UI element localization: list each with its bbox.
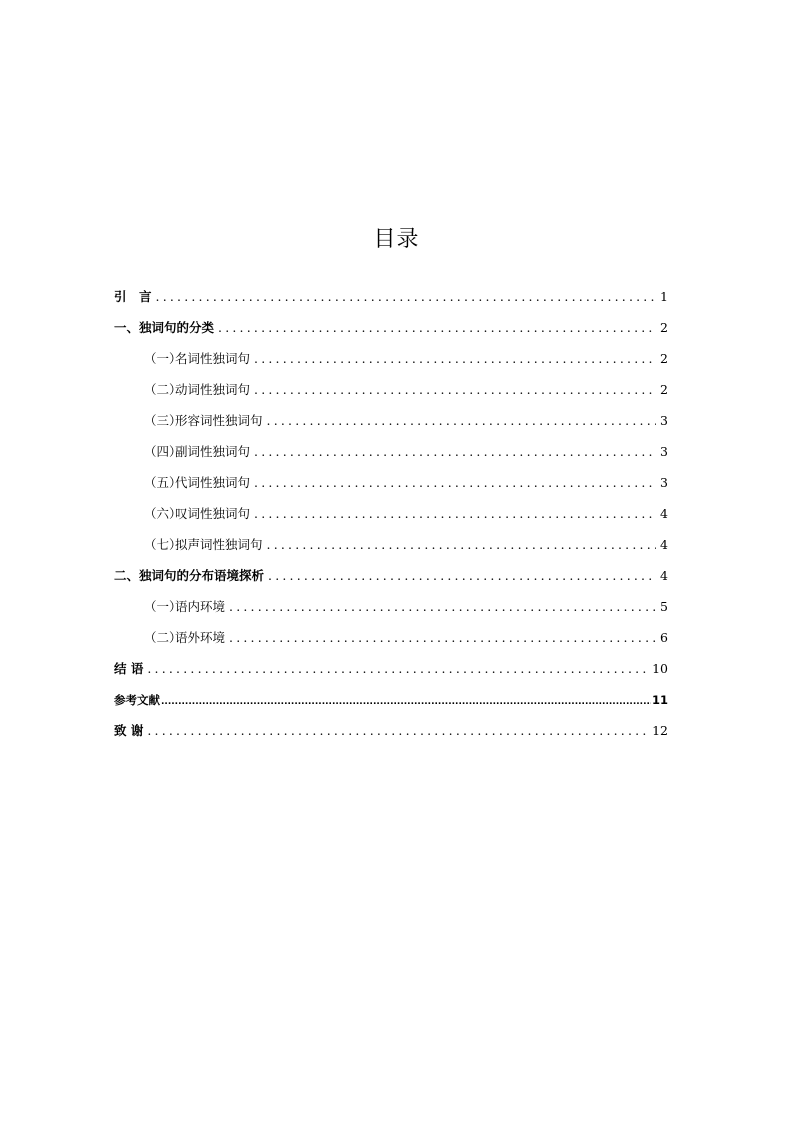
toc-entry-introduction[interactable] bbox=[114, 285, 668, 316]
toc-entry-page: 11 bbox=[651, 693, 668, 707]
toc-entry-number: （七） bbox=[144, 537, 182, 552]
toc-entry-label: 参考文献 bbox=[114, 693, 160, 707]
toc-title: 目录 bbox=[373, 227, 420, 252]
toc-entry-number: （二） bbox=[144, 630, 182, 645]
toc-leader-dots bbox=[254, 378, 656, 402]
toc-leader-dots bbox=[254, 502, 656, 526]
toc-entry-section-1-4[interactable] bbox=[114, 440, 668, 471]
toc-entry-label: 结 语 bbox=[114, 661, 144, 676]
toc-leader-dots bbox=[156, 285, 656, 309]
toc-entry-number: （一） bbox=[144, 351, 182, 366]
toc-entry-label: 独词句的分类 bbox=[139, 320, 215, 335]
toc-leader-dots bbox=[254, 347, 656, 371]
toc-entry-conclusion[interactable] bbox=[114, 657, 668, 688]
toc-entry-page: 5 bbox=[660, 599, 668, 614]
toc-entry-number: （四） bbox=[144, 444, 182, 459]
toc-entry-number: 二、 bbox=[114, 568, 140, 583]
toc-entry-label: 形容词性独词句 bbox=[175, 413, 263, 428]
toc-entry-number: （一） bbox=[144, 599, 182, 614]
table-of-contents bbox=[114, 285, 668, 750]
toc-entry-section-1-2[interactable] bbox=[114, 378, 668, 409]
toc-entry-page: 6 bbox=[660, 630, 668, 645]
toc-leader-dots bbox=[254, 471, 656, 495]
toc-entry-label: 叹词性独词句 bbox=[175, 506, 251, 521]
toc-entry-page: 12 bbox=[652, 723, 668, 738]
toc-leader-dots bbox=[147, 657, 650, 681]
toc-entry-label: 语内环境 bbox=[175, 599, 226, 614]
toc-entry-label: 动词性独词句 bbox=[175, 382, 251, 397]
toc-entry-label: 独词句的分布语境探析 bbox=[139, 568, 265, 583]
toc-entry-section-1-7[interactable] bbox=[114, 533, 668, 564]
toc-leader-dots bbox=[229, 626, 656, 650]
toc-entry-label: 致 谢 bbox=[114, 723, 144, 738]
toc-entry-section-1-1[interactable] bbox=[114, 347, 668, 378]
toc-entry-section-2-1[interactable] bbox=[114, 595, 668, 626]
toc-entry-label: 引 言 bbox=[114, 289, 152, 304]
toc-entry-section-1-3[interactable] bbox=[114, 409, 668, 440]
toc-entry-page: 3 bbox=[660, 475, 668, 490]
toc-entry-label: 代词性独词句 bbox=[175, 475, 251, 490]
toc-entry-page: 4 bbox=[660, 537, 668, 552]
toc-entry-acknowledgements[interactable] bbox=[114, 719, 668, 750]
toc-entry-page: 2 bbox=[660, 320, 668, 335]
toc-entry-page: 3 bbox=[660, 444, 668, 459]
toc-entry-number: 一、 bbox=[114, 320, 140, 335]
toc-entry-chapter-2[interactable] bbox=[114, 564, 668, 595]
toc-entry-page: 2 bbox=[660, 351, 668, 366]
toc-entry-label: 名词性独词句 bbox=[175, 351, 251, 366]
toc-entry-chapter-1[interactable] bbox=[114, 316, 668, 347]
toc-entry-page: 2 bbox=[660, 382, 668, 397]
toc-entry-label: 拟声词性独词句 bbox=[175, 537, 263, 552]
toc-entry-number: （三） bbox=[144, 413, 182, 428]
toc-entry-section-2-2[interactable] bbox=[114, 626, 668, 657]
toc-entry-number: （六） bbox=[144, 506, 182, 521]
toc-leader-dots bbox=[229, 595, 656, 619]
toc-entry-section-1-5[interactable] bbox=[114, 471, 668, 502]
toc-entry-page: 4 bbox=[660, 568, 668, 583]
toc-entry-number: （二） bbox=[144, 382, 182, 397]
toc-entry-section-1-6[interactable] bbox=[114, 502, 668, 533]
toc-leader-dots bbox=[254, 440, 656, 464]
toc-leader-dots bbox=[267, 409, 656, 433]
toc-entry-page: 10 bbox=[652, 661, 668, 676]
toc-leader-dots bbox=[218, 316, 656, 340]
toc-entry-page: 4 bbox=[660, 506, 668, 521]
toc-leader-dots bbox=[267, 533, 656, 557]
toc-entry-number: （五） bbox=[144, 475, 182, 490]
toc-leader-dots bbox=[268, 564, 656, 588]
toc-leader-dots bbox=[147, 719, 650, 743]
toc-entry-label: 副词性独词句 bbox=[175, 444, 251, 459]
toc-entry-label: 语外环境 bbox=[175, 630, 226, 645]
toc-leader-dots bbox=[161, 690, 651, 714]
toc-entry-page: 3 bbox=[660, 413, 668, 428]
toc-entry-references[interactable] bbox=[114, 688, 668, 719]
toc-entry-page: 1 bbox=[660, 289, 668, 304]
